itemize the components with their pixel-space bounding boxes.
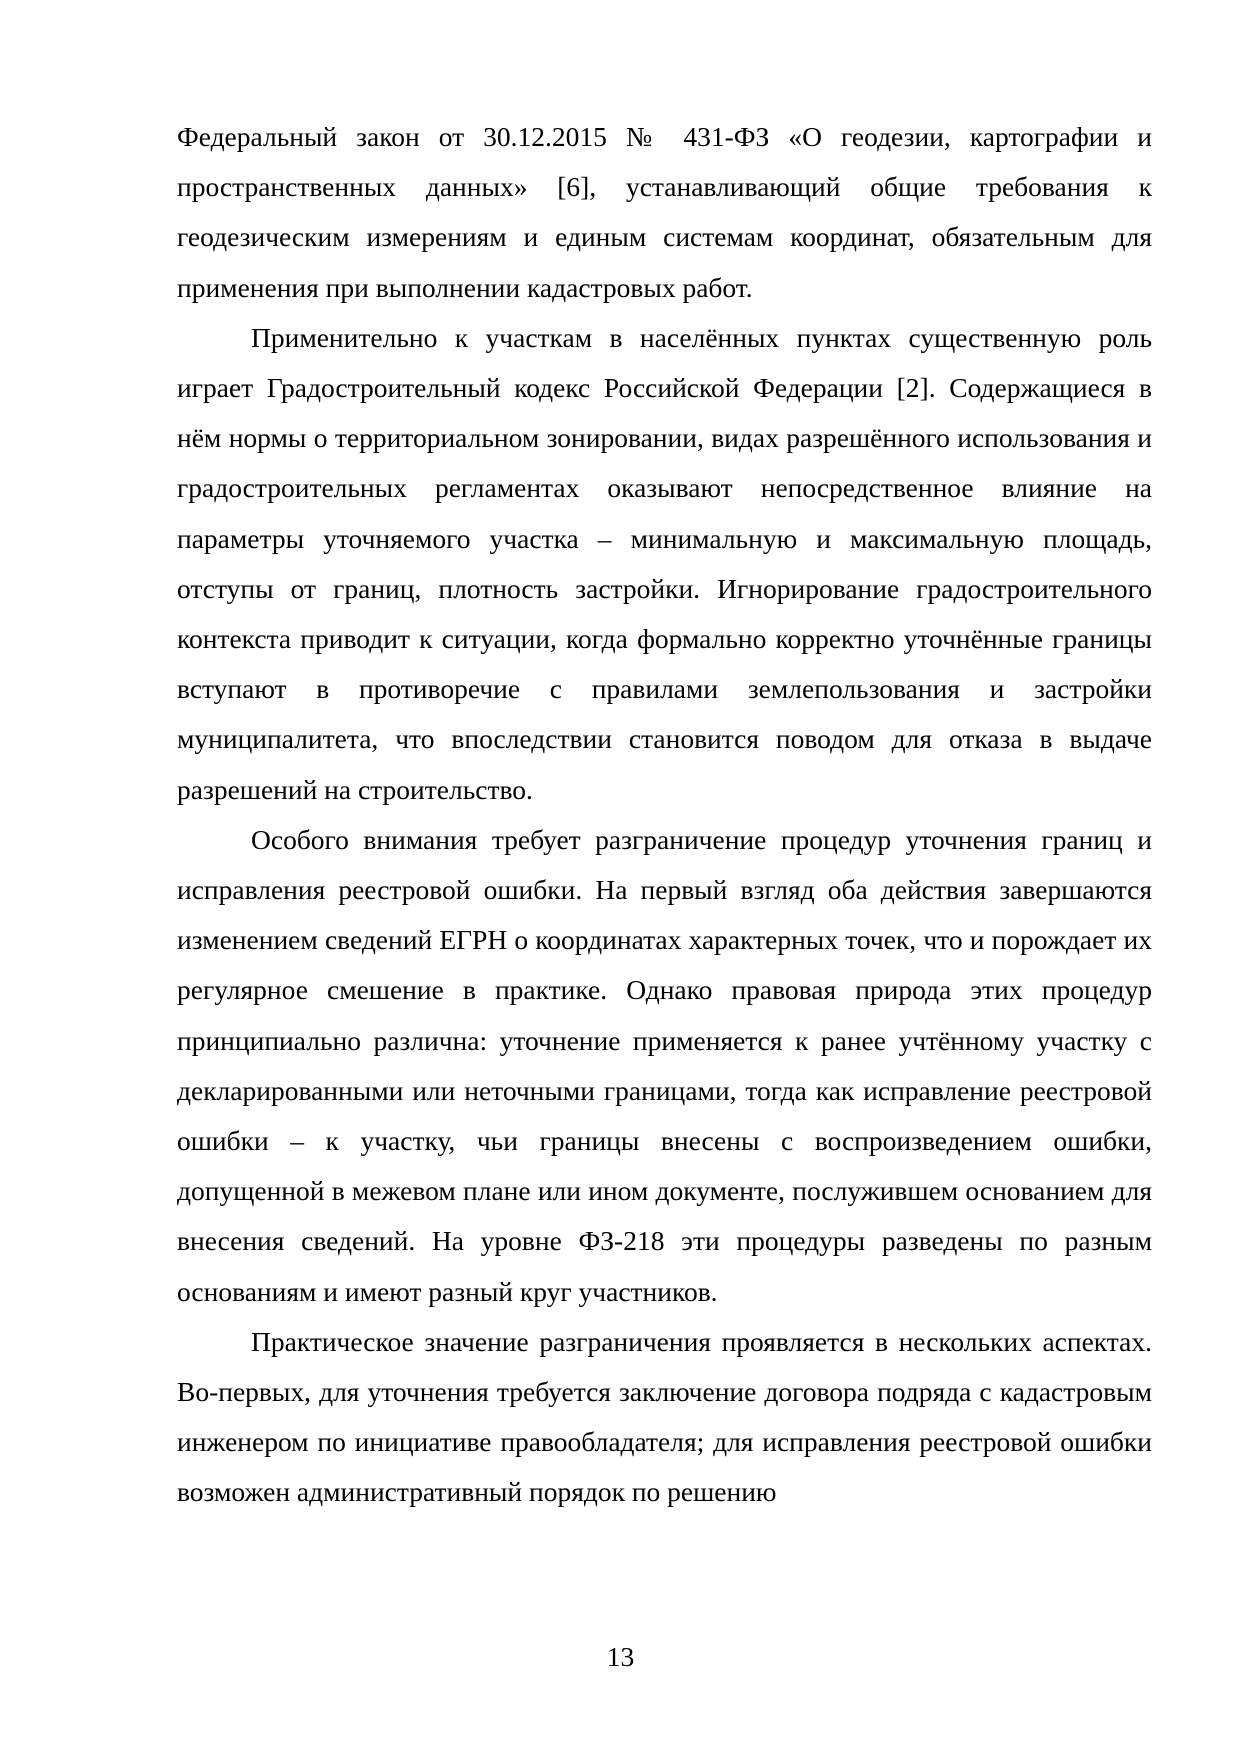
paragraph-4: Практическое значение разграничения проявляется в нескольких аспектах. Во-первых, для уточнения требуется заключение договора подряда с кадастровым инженером по инициативе правообладателя; для исправления реестровой ошибки возможен административный порядок по решению (177, 1325, 1152, 1508)
paragraph-1: Федеральный закон от 30.12.2015 № 431-ФЗ «О геодезии, картографии и пространственных данных» [6], устанавливающий общие требования к геодезическим измерениям и единым системам координат, обязательным для применения при выполнении кадастровых работ. (177, 121, 1152, 303)
paragraph-2: Применительно к участкам в населённых пунктах существенную роль играет Градостроительный кодекс Российской Федерации [2]. Содержащиеся в нём нормы о территориальном зонировании, видах разрешённого использования и градостроительных регламентах оказывают непосредственное влияние на параметры уточняемого участка – минимальную и максимальную площадь, отступы от границ, плотность застройки. Игнорирование градостроительного контекста приводит к ситуации, когда формально корректно уточнённые границы вступают в противоречие с правилами землепользования и застройки муниципалитета, что впоследствии становится поводом для отказа в выдаче разрешений на строительство. (177, 321, 1152, 805)
page-number: 13 (606, 1641, 635, 1672)
paragraph-3: Особого внимания требует разграничение процедур уточнения границ и исправления реестровой ошибки. На первый взгляд оба действия завершаются изменением сведений ЕГРН о координатах характерных точек, что и порождает их регулярное смешение в практике. Однако правовая природа этих процедур принципиально различна: уточнение применяется к ранее учтённому участку с декларированными или неточными границами, тогда как исправление реестровой ошибки – к участку, чьи границы внесены с воспроизведением ошибки, допущенной в межевом плане или ином документе, послужившем основанием для внесения сведений. На уровне ФЗ-218 эти процедуры разведены по разным основаниям и имеют разный круг участников. (177, 823, 1152, 1307)
body-text (177, 112, 1152, 1518)
